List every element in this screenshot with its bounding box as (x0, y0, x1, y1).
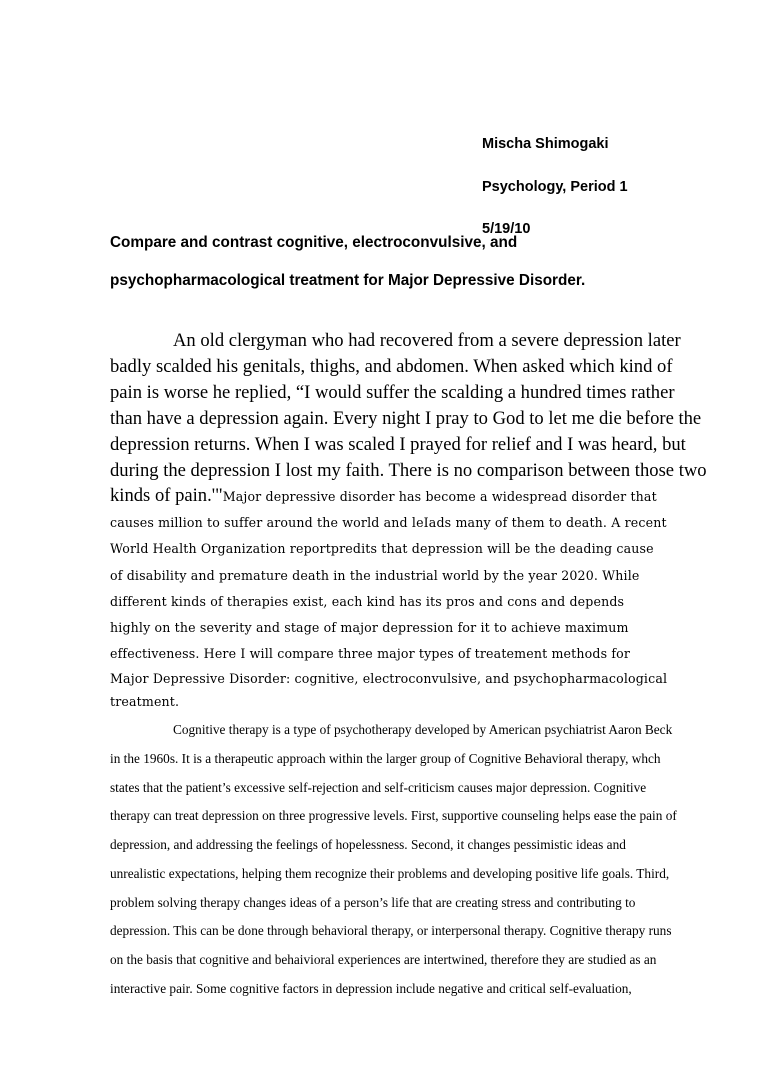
paragraph-line: different kinds of therapies exist, each kind has its pros and cons and depends (110, 594, 625, 609)
paragraph-text: Major depressive disorder has become a widespread disorder that (222, 489, 657, 504)
paragraph-line: therapy can treat depression on three progressive levels. First, supportive counseling helps ease the pain of (110, 808, 677, 823)
paragraph-line: problem solving therapy changes ideas of a person’s life that are creating stress and contributing to (110, 895, 636, 910)
paragraph-line: World Health Organization reportpredits that depression will be the deading cause (110, 541, 654, 556)
paragraph-line: depression. This can be done through behavioral therapy, or interpersonal therapy. Cognitive therapy runs (110, 923, 672, 938)
paragraph-line: on the basis that cognitive and behaivioral experiences are intertwined, therefore they are studied as an (110, 952, 657, 967)
essay-title-line: Compare and contrast cognitive, electroconvulsive, and (110, 234, 518, 251)
paragraph-line: than have a depression again. Every night I pray to God to let me die before the (110, 408, 702, 429)
essay-title-line: psychopharmacological treatment for Major Depressive Disorder. (110, 272, 586, 289)
paragraph-line: highly on the severity and stage of major depression for it to achieve maximum (110, 620, 629, 635)
paragraph-line: depression, and addressing the feelings of hopelessness. Second, it changes pessimistic ideas and (110, 837, 626, 852)
paragraph-line: during the depression I lost my faith. There is no comparison between those two (110, 460, 707, 481)
paragraph-line: interactive pair. Some cognitive factors in depression include negative and critical self-evaluation, (110, 981, 632, 996)
paragraph-line: of disability and premature death in the industrial world by the year 2020. While (110, 568, 640, 583)
paragraph-line: unrealistic expectations, helping them recognize their problems and developing positive life goals. Third, (110, 866, 670, 881)
paragraph-line: causes million to suffer around the world and leIads many of them to death. A recent (110, 515, 667, 530)
paragraph-line: treatment. (110, 694, 180, 709)
paragraph-line (110, 487, 657, 506)
paragraph-line: depression returns. When I was scaled I prayed for relief and I was heard, but (110, 434, 686, 455)
paragraph-line: Major Depressive Disorder: cognitive, electroconvulsive, and psychopharmacological (110, 671, 668, 686)
class-period: Psychology, Period 1 (482, 179, 628, 195)
paragraph-line: effectiveness. Here I will compare three major types of treatement methods for (110, 646, 631, 661)
quote-end: kinds of pain.'" (110, 485, 223, 506)
paragraph-line: badly scalded his genitals, thighs, and abdomen. When asked which kind of (110, 356, 673, 377)
author-name: Mischa Shimogaki (482, 136, 609, 152)
paragraph-line: states that the patient’s excessive self-rejection and self-criticism causes major depression. Cognitive (110, 780, 647, 795)
paragraph-line: pain is worse he replied, “I would suffer the scalding a hundred times rather (110, 382, 675, 403)
date: 5/19/10 (482, 221, 531, 237)
paragraph-line: An old clergyman who had recovered from a severe depression later (173, 330, 681, 351)
paragraph-line: Cognitive therapy is a type of psychotherapy developed by American psychiatrist Aaron Beck (173, 722, 673, 737)
paragraph-line: in the 1960s. It is a therapeutic approach within the larger group of Cognitive Behavioral therapy, whch (110, 751, 661, 766)
